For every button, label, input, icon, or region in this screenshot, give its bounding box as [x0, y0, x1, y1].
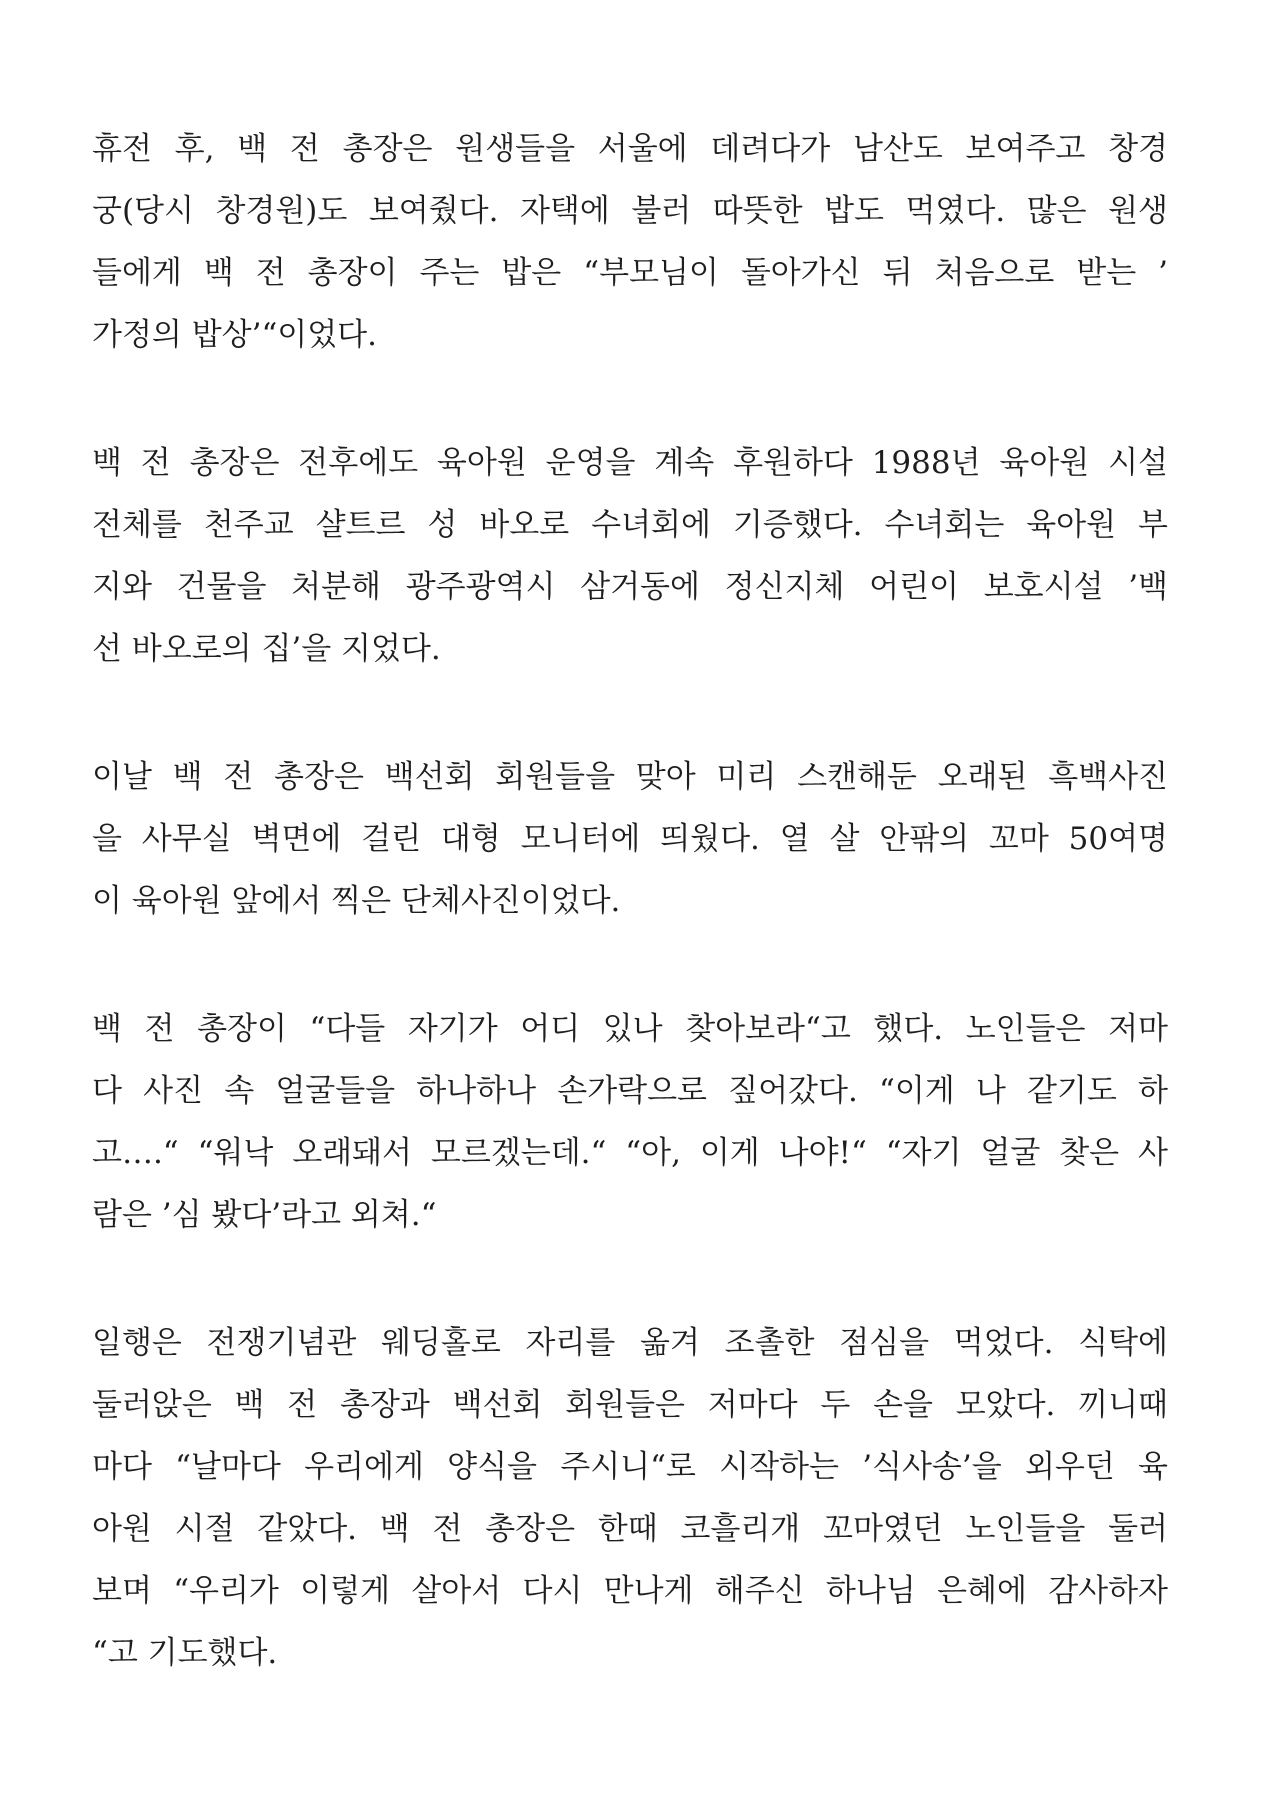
- paragraph-4: [92, 998, 1168, 1246]
- text-line: 일행은 전쟁기념관 웨딩홀로 자리를 옮겨 조촐한 점심을 먹었다. 식탁에: [92, 1325, 1168, 1361]
- text-line: 백 전 총장이 “다들 자기가 어디 있나 찾아보라“고 했다. 노인들은 저마: [92, 1011, 1168, 1047]
- paragraph-1: [92, 118, 1168, 366]
- article-body: [92, 118, 1168, 1750]
- paragraph-2: [92, 432, 1168, 680]
- text-line: 보며 “우리가 이렇게 살아서 다시 만나게 해주신 하나님 은혜에 감사하자: [92, 1573, 1168, 1609]
- text-line: 들에게 백 전 총장이 주는 밥은 “부모님이 돌아가신 뒤 처음으로 받는 ’: [92, 255, 1168, 291]
- text-line: 을 사무실 벽면에 걸린 대형 모니터에 띄웠다. 열 살 안팎의 꼬마 50여명: [92, 821, 1168, 857]
- paragraph-5: [92, 1312, 1168, 1684]
- text-line: 다 사진 속 얼굴들을 하나하나 손가락으로 짚어갔다. “이게 나 같기도 하: [92, 1073, 1168, 1109]
- text-line: 전체를 천주교 샬트르 성 바오로 수녀회에 기증했다. 수녀회는 육아원 부: [92, 507, 1168, 543]
- text-line: 휴전 후, 백 전 총장은 원생들을 서울에 데려다가 남산도 보여주고 창경: [92, 131, 1168, 167]
- text-line: 고….“ “워낙 오래돼서 모르겠는데.“ “아, 이게 나야!“ “자기 얼굴 찾은 사: [92, 1135, 1168, 1171]
- text-line: 가정의 밥상’“이었다.: [92, 317, 377, 353]
- text-line: “고 기도했다.: [92, 1635, 278, 1671]
- text-line: 백 전 총장은 전후에도 육아원 운영을 계속 후원하다 1988년 육아원 시설: [92, 445, 1168, 481]
- text-line: 마다 “날마다 우리에게 양식을 주시니“로 시작하는 ’식사송’을 외우던 육: [92, 1449, 1168, 1485]
- text-line: 람은 ’심 봤다’라고 외쳐.“: [92, 1197, 437, 1233]
- text-line: 이 육아원 앞에서 찍은 단체사진이었다.: [92, 883, 621, 919]
- text-line: 지와 건물을 처분해 광주광역시 삼거동에 정신지체 어린이 보호시설 ’백: [92, 569, 1168, 605]
- text-line: 둘러앉은 백 전 총장과 백선회 회원들은 저마다 두 손을 모았다. 끼니때: [92, 1387, 1168, 1423]
- paragraph-3: [92, 746, 1168, 932]
- text-line: 선 바오로의 집’을 지었다.: [92, 631, 441, 667]
- text-line: 궁(당시 창경원)도 보여줬다. 자택에 불러 따뜻한 밥도 먹였다. 많은 원생: [92, 193, 1168, 229]
- text-line: 이날 백 전 총장은 백선회 회원들을 맞아 미리 스캔해둔 오래된 흑백사진: [92, 759, 1168, 795]
- text-line: 아원 시절 같았다. 백 전 총장은 한때 코흘리개 꼬마였던 노인들을 둘러: [92, 1511, 1168, 1547]
